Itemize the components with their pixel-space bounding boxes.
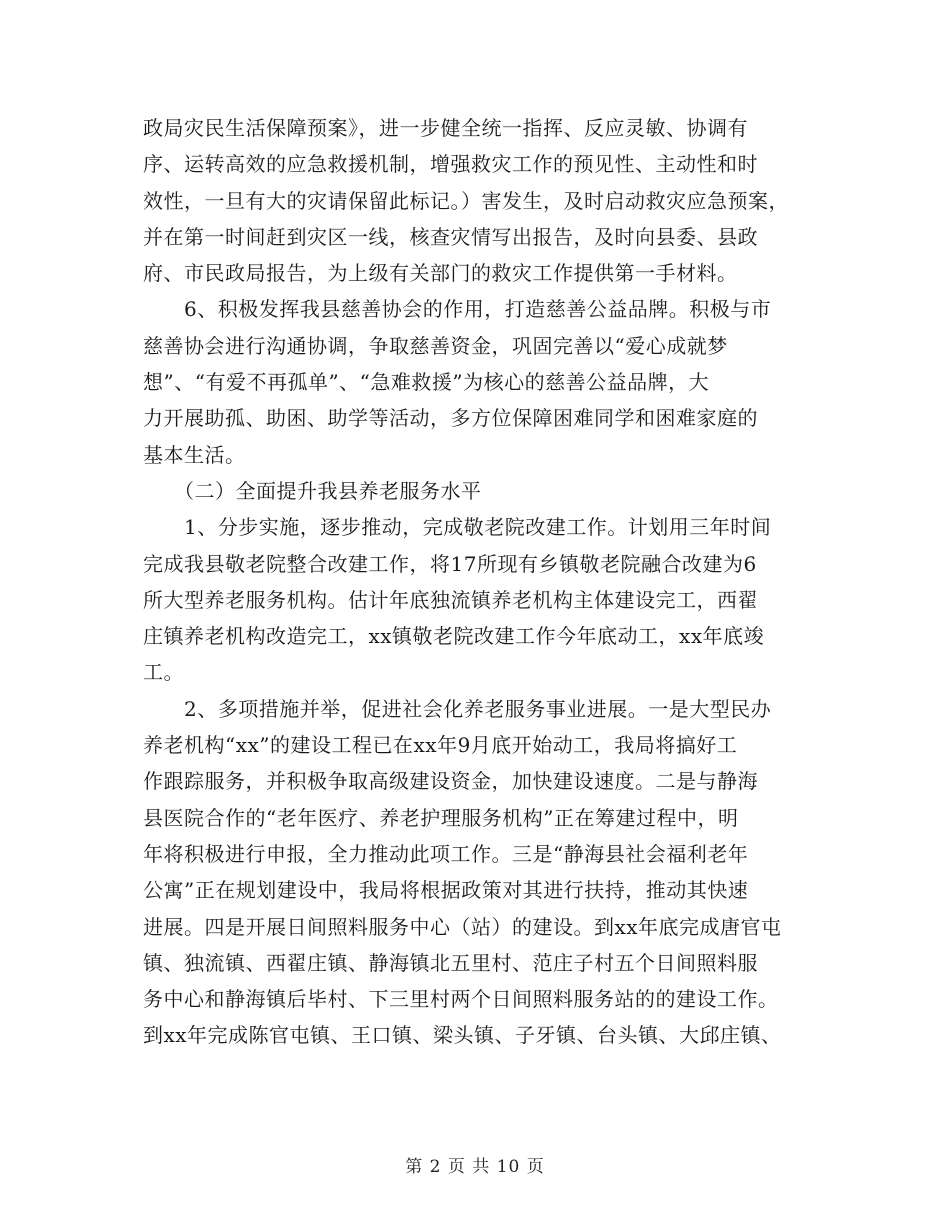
text-line: 年将积极进行申报，全力推动此项工作。三是“静海县社会福利老年 bbox=[143, 841, 749, 866]
text-line: 府、市民政局报告，为上级有关部门的救灾工作提供第一手材料。 bbox=[143, 261, 738, 286]
text-line: 工。 bbox=[143, 660, 184, 685]
text-line: 作跟踪服务，并积极争取高级建设资金，加快建设速度。二是与静海 bbox=[143, 769, 758, 794]
text-line: 完成我县敬老院整合改建工作，将17所现有乡镇敬老院融合改建为6 bbox=[143, 551, 757, 576]
text-line: 效性，一旦有大的灾请保留此标记。）害发生，及时启动救灾应急预案， bbox=[143, 188, 789, 213]
text-line: 2、多项措施并举，促进社会化养老服务事业进展。一是大型民办 bbox=[143, 696, 772, 721]
text-line: 养老机构“xx”的建设工程已在xx年9月底开始动工，我局将搞好工 bbox=[143, 733, 738, 758]
text-line: 到xx年完成陈官屯镇、王口镇、梁头镇、子牙镇、台头镇、大邱庄镇、 bbox=[143, 1023, 782, 1048]
text-line: 慈善协会进行沟通协调，争取慈善资金，巩固完善以“爱心成就梦 bbox=[143, 333, 728, 358]
text-line: 务中心和静海镇后毕村、下三里村两个日间照料服务站的的建设工作。 bbox=[143, 987, 779, 1012]
text-line: 力开展助孤、助困、助学等活动，多方位保障困难同学和困难家庭的 bbox=[143, 406, 758, 431]
text-line: 县医院合作的“老年医疗、养老护理服务机构”正在筹建过程中，明 bbox=[143, 805, 739, 830]
text-line: （二）全面提升我县养老服务水平 bbox=[143, 478, 482, 503]
text-line: 1、分步实施，逐步推动，完成敬老院改建工作。计划用三年时间 bbox=[143, 515, 772, 540]
text-line: 镇、独流镇、西翟庄镇、静海镇北五里村、范庄子村五个日间照料服 bbox=[143, 950, 758, 975]
text-line: 想”、“有爱不再孤单”、“急难救援”为核心的慈善公益品牌，大 bbox=[143, 370, 710, 395]
page-footer: 第 2 页 共 10 页 bbox=[405, 1157, 545, 1177]
text-line: 6、积极发挥我县慈善协会的作用，打造慈善公益品牌。积极与市 bbox=[143, 297, 772, 322]
text-line: 庄镇养老机构改造完工，xx镇敬老院改建工作今年底动工，xx年底竣 bbox=[143, 624, 765, 649]
document-body bbox=[143, 110, 823, 1054]
text-line: 并在第一时间赶到灾区一线，核查灾情写出报告，及时向县委、县政 bbox=[143, 224, 758, 249]
text-line: 公寓”正在规划建设中，我局将根据政策对其进行扶持，推动其快速 bbox=[143, 878, 749, 903]
text-line: 进展。四是开展日间照料服务中心（站）的建设。到xx年底完成唐官屯 bbox=[143, 914, 782, 939]
text-line: 政局灾民生活保障预案》，进一步健全统一指挥、反应灵敏、协调有 bbox=[143, 116, 748, 140]
text-line: 所大型养老服务机构。估计年底独流镇养老机构主体建设完工，西翟 bbox=[143, 587, 758, 612]
text-line: 基本生活。 bbox=[143, 442, 246, 467]
text-line: 序、运转高效的应急救援机制，增强救灾工作的预见性、主动性和时 bbox=[143, 152, 758, 177]
